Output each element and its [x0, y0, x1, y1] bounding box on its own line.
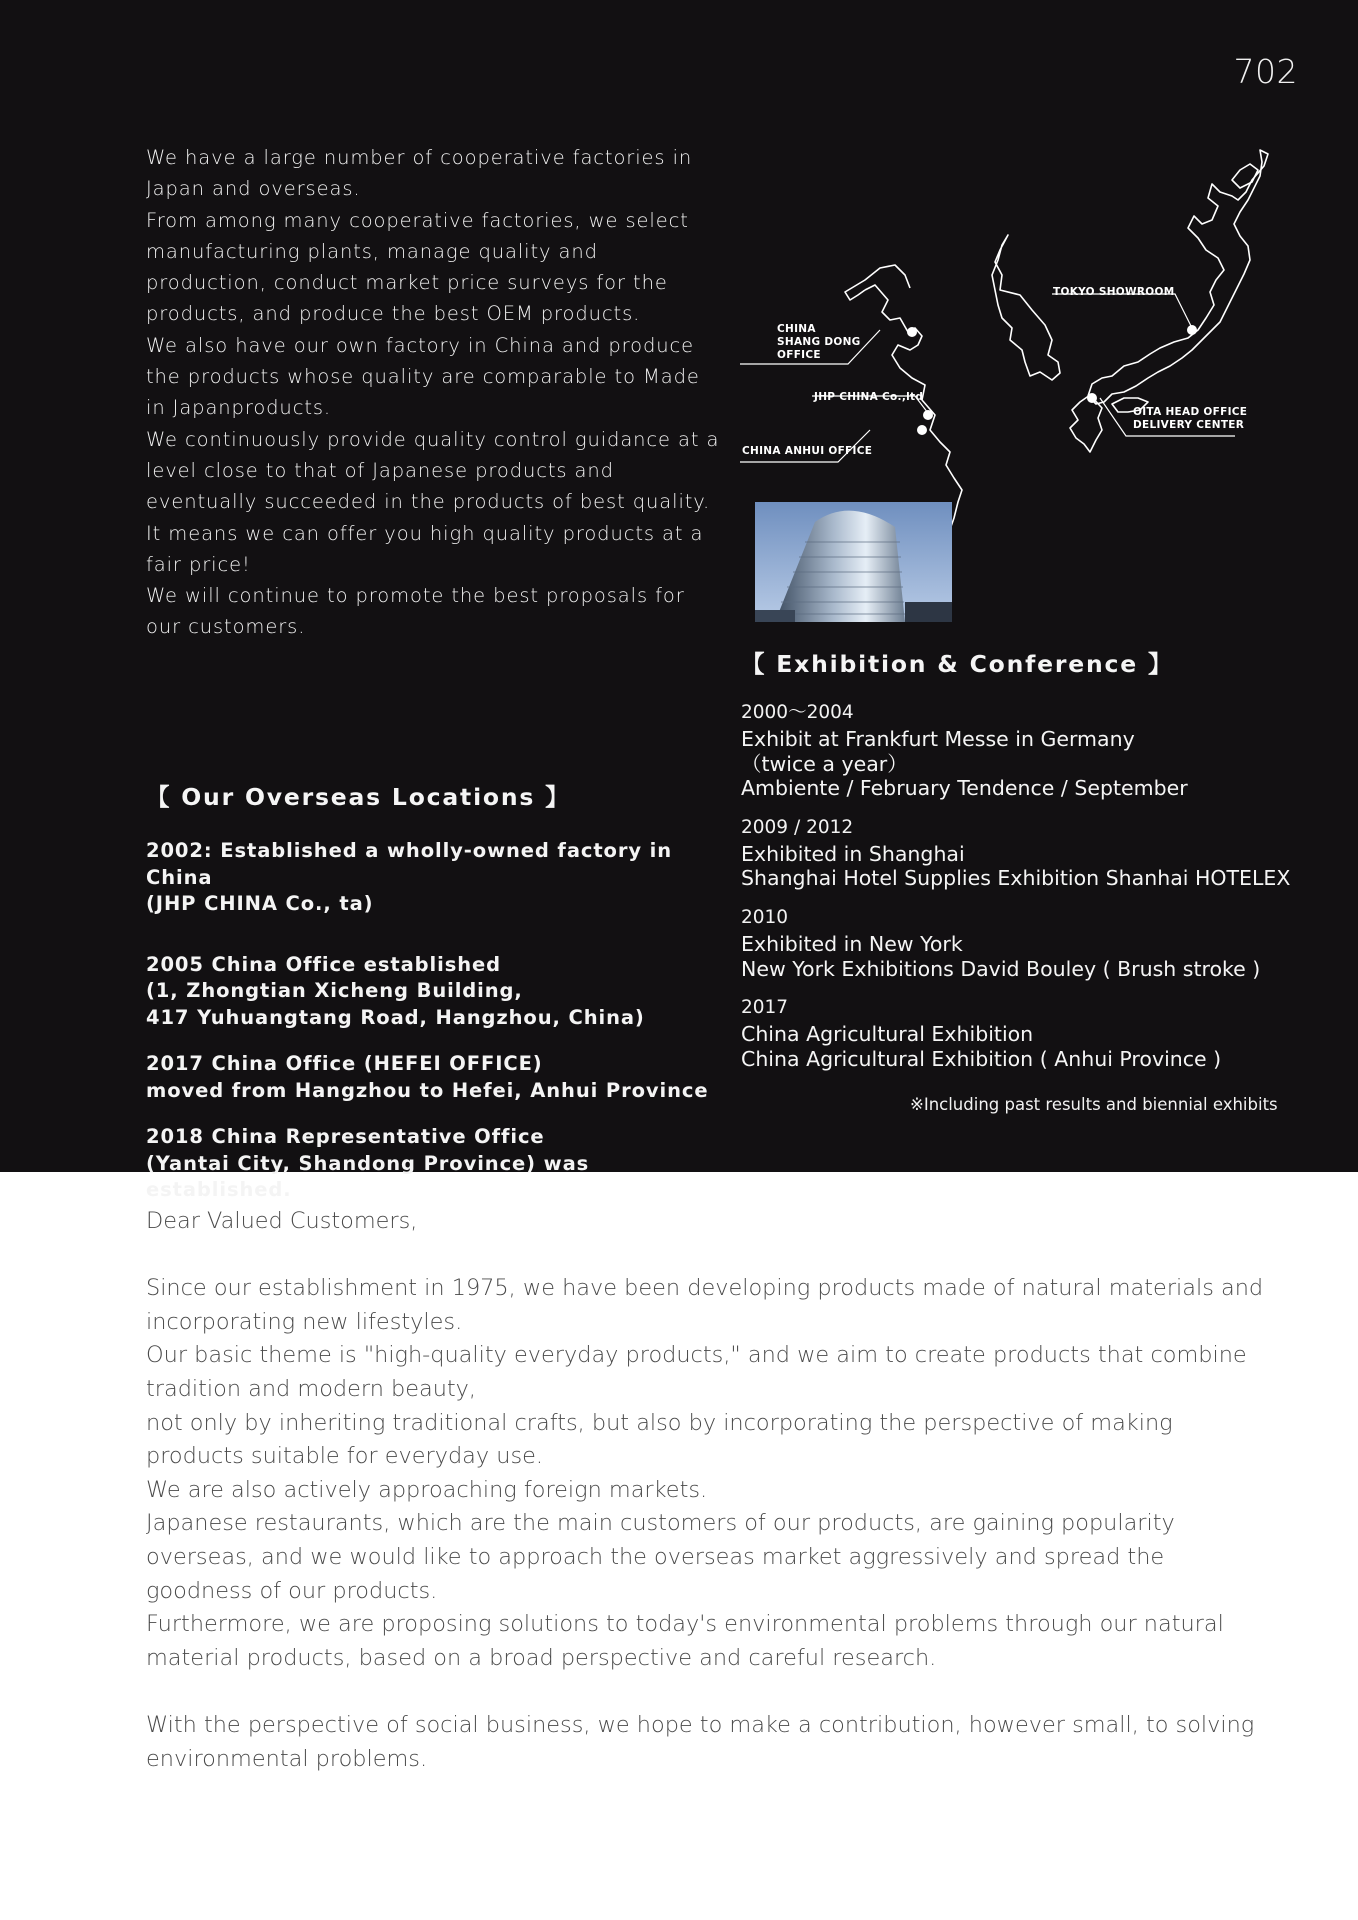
exhibition-line: Exhibit at Frankfurt Messe in Germany: [741, 727, 1135, 751]
exhibition-entry: [741, 996, 1341, 1071]
exhibition-line: China Agricultural Exhibition: [741, 1022, 1034, 1047]
map-label-jhp: JHP CHINA Co.,ltd: [814, 391, 924, 403]
customer-letter: [146, 1205, 1276, 1776]
shandong-marker: [907, 327, 917, 337]
exhibition-line: Shanghai Hotel Supplies Exhibition Shanhai HOTELEX: [741, 866, 1291, 891]
oita-marker: [1087, 393, 1097, 403]
location-entry: 2018 China Representative Office (Yantai City, Shandong Province) was established.: [146, 1125, 590, 1201]
location-entry: 2017 China Office (HEFEI OFFICE) moved from Hangzhou to Hefei, Anhui Province: [146, 1052, 709, 1102]
exhibition-line: Ambiente / February Tendence / September: [741, 776, 1188, 801]
letter-paragraph: Since our establishment in 1975, we have been developing products made of natural materials and incorporating new lifestyles.: [146, 1275, 1264, 1335]
overseas-locations: [146, 778, 726, 1224]
intro-paragraph: From among many cooperative factories, we select manufacturing plants, manage quality and production, conduct market price surveys for the products, and produce the best OEM products.: [146, 208, 689, 326]
letter-paragraph: Japanese restaurants, which are the main customers of our products, are gaining popularity overseas, and we would like to approach the overseas market aggressively and spread the goodness of our products.: [146, 1510, 1175, 1604]
exhibition-year: 2010: [741, 906, 789, 928]
intro-paragraph: We will continue to promote the best proposals for our customers.: [146, 584, 685, 639]
map-label-shandong: CHINA SHANG DONG OFFICE: [777, 323, 861, 362]
jhp-marker: [923, 410, 933, 420]
intro-paragraph: We have a large number of cooperative factories in Japan and overseas.: [146, 146, 693, 201]
letter-paragraph: We are also actively approaching foreign markets.: [146, 1476, 708, 1503]
china-coastline-north: [845, 265, 910, 300]
exhibition-entry: [741, 906, 1341, 981]
map-label-oita: OITA HEAD OFFICE DELIVERY CENTER: [1133, 406, 1248, 432]
location-entry: 2005 China Office established (1, Zhongtian Xicheng Building, 417 Yuhuangtang Road, Hangzhou, China): [146, 952, 645, 1029]
letter-greeting: Dear Valued Customers,: [146, 1208, 418, 1234]
hokkaido-outline: [1232, 164, 1258, 188]
exhibition-heading: 【 Exhibition & Conference 】: [741, 650, 1174, 678]
letter-paragraph: Our basic theme is "high-quality everyday products," and we aim to create products that combine tradition and modern beauty,: [146, 1342, 1247, 1402]
intro-paragraph: We also have our own factory in China and produce the products whose quality are comparable to Made in Japanproducts.: [146, 333, 700, 420]
map-label-anhui: CHINA ANHUI OFFICE: [742, 445, 873, 457]
exhibition-line: Exhibited in New York: [741, 931, 963, 956]
tokyo-marker: [1187, 325, 1197, 335]
intro-text: [146, 142, 721, 643]
exhibition-year: 2009 / 2012: [741, 816, 854, 838]
exhibition-line: Exhibited in Shanghai: [741, 841, 965, 866]
exhibition-note: ※Including past results and biennial exhibits: [910, 1095, 1278, 1114]
page-number: 702: [1233, 52, 1298, 91]
exhibition-section: [741, 645, 1341, 1086]
office-building-photo: [755, 502, 952, 622]
exhibition-line: China Agricultural Exhibition ( Anhui Province ): [741, 1046, 1222, 1071]
korea-outline: [992, 235, 1060, 380]
exhibition-line: New York Exhibitions David Bouley ( Brush stroke ): [741, 956, 1261, 981]
location-entry: 2002: Established a wholly-owned factory in China (JHP CHINA Co., ta): [146, 839, 673, 915]
intro-paragraph: It means we can offer you high quality products at a fair price!: [146, 521, 704, 576]
exhibition-line: （twice a year）: [741, 751, 908, 776]
kyushu-outline: [1070, 395, 1102, 452]
exhibition-year: 2000〜2004: [741, 702, 854, 723]
letter-paragraph: not only by inheriting traditional crafts, but also by incorporating the perspective of making products suitable for everyday use.: [146, 1409, 1173, 1470]
intro-paragraph: eventually succeeded in the products of best quality.: [146, 490, 711, 514]
exhibition-entry: [741, 816, 1341, 891]
exhibition-year: 2017: [741, 997, 789, 1019]
letter-paragraph: Furthermore, we are proposing solutions to today's environmental problems through our natural material products, based on a broad perspective and careful research.: [146, 1611, 1224, 1671]
exhibition-entry: [741, 701, 1341, 801]
locations-heading: 【 Our Overseas Locations 】: [146, 783, 571, 811]
map-label-tokyo: TOKYO SHOWROOM: [1053, 286, 1175, 298]
anhui-marker: [917, 425, 927, 435]
intro-paragraph: We continuously provide quality control guidance at a level close to that of Japanese products and: [146, 427, 720, 482]
letter-closing: With the perspective of social business, we hope to make a contribution, however small, to solving environmental problems.: [146, 1711, 1255, 1772]
